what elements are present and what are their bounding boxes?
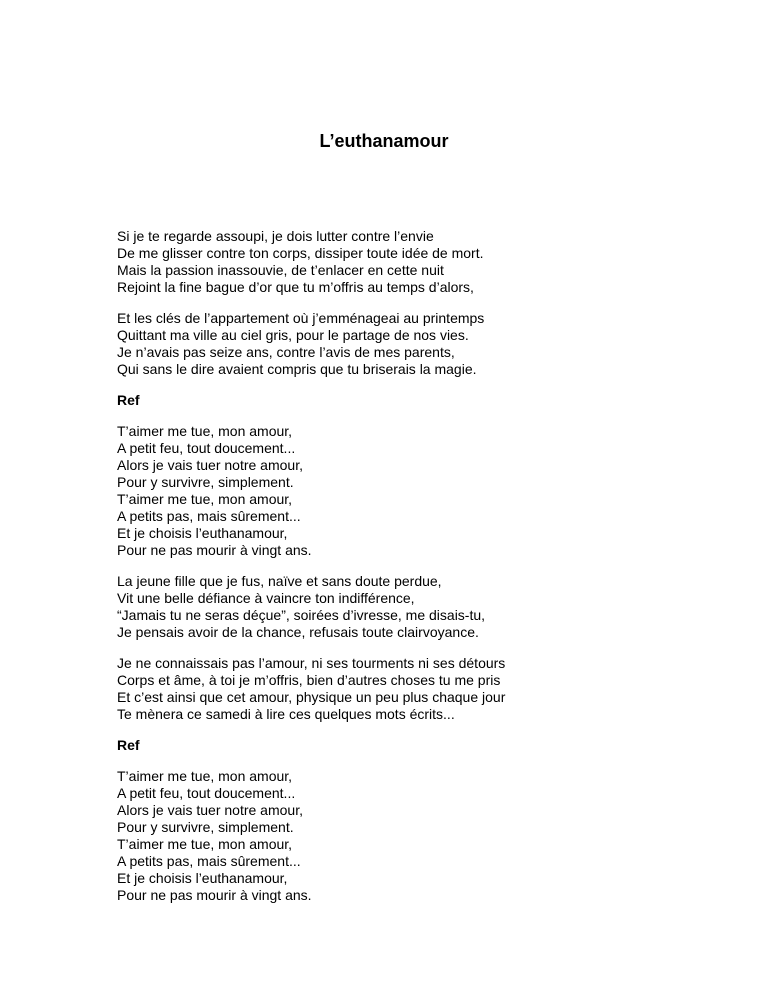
refrain-line: Pour ne pas mourir à vingt ans. [117, 887, 312, 903]
stanza-line: La jeune fille que je fus, naïve et sans doute perdue, [117, 573, 442, 589]
stanza-line: De me glisser contre ton corps, dissiper toute idée de mort. [117, 245, 484, 261]
refrain-heading: Ref [117, 392, 140, 408]
refrain-line: Pour ne pas mourir à vingt ans. [117, 542, 312, 558]
refrain-line: Pour y survivre, simplement. [117, 819, 294, 835]
refrain-line: A petits pas, mais sûrement... [117, 853, 301, 869]
stanza-line: Et c’est ainsi que cet amour, physique un peu plus chaque jour [117, 689, 506, 705]
stanza-line: “Jamais tu ne seras déçue”, soirées d’ivresse, me disais-tu, [117, 607, 486, 623]
refrain-1 [117, 423, 737, 559]
stanza-line: Et les clés de l’appartement où j’emménageai au printemps [117, 310, 485, 326]
refrain-line: T’aimer me tue, mon amour, [117, 491, 293, 507]
stanza-2 [117, 310, 737, 378]
refrain-line: T’aimer me tue, mon amour, [117, 836, 293, 852]
stanza-line: Je ne connaissais pas l’amour, ni ses tourments ni ses détours [117, 655, 506, 671]
stanza-line: Vit une belle défiance à vaincre ton indifférence, [117, 590, 415, 606]
refrain-line: Alors je vais tuer notre amour, [117, 457, 303, 473]
stanza-line: Quittant ma ville au ciel gris, pour le partage de nos vies. [117, 327, 469, 343]
refrain-line: A petits pas, mais sûrement... [117, 508, 301, 524]
refrain-line: A petit feu, tout doucement... [117, 785, 296, 801]
refrain-line: Et je choisis l’euthanamour, [117, 525, 288, 541]
refrain-2 [117, 768, 737, 904]
refrain-heading: Ref [117, 737, 140, 753]
document-title: L’euthanamour [319, 131, 449, 151]
stanza-1 [117, 228, 737, 296]
refrain-line: A petit feu, tout doucement... [117, 440, 296, 456]
stanza-line: Qui sans le dire avaient compris que tu briserais la magie. [117, 361, 477, 377]
refrain-line: Pour y survivre, simplement. [117, 474, 294, 490]
refrain-line: Alors je vais tuer notre amour, [117, 802, 303, 818]
refrain-line: Et je choisis l’euthanamour, [117, 870, 288, 886]
stanza-line: Mais la passion inassouvie, de t’enlacer en cette nuit [117, 262, 444, 278]
stanza-line: Te mènera ce samedi à lire ces quelques mots écrits... [117, 706, 455, 722]
refrain-line: T’aimer me tue, mon amour, [117, 768, 293, 784]
stanza-3 [117, 573, 737, 641]
poem-body [117, 228, 737, 904]
refrain-line: T’aimer me tue, mon amour, [117, 423, 293, 439]
stanza-line: Si je te regarde assoupi, je dois lutter contre l’envie [117, 228, 434, 244]
stanza-line: Je n’avais pas seize ans, contre l’avis de mes parents, [117, 344, 455, 360]
stanza-line: Rejoint la fine bague d’or que tu m’offris au temps d’alors, [117, 279, 474, 295]
stanza-4 [117, 655, 737, 723]
stanza-line: Je pensais avoir de la chance, refusais toute clairvoyance. [117, 624, 479, 640]
stanza-line: Corps et âme, à toi je m’offris, bien d’autres choses tu me pris [117, 672, 501, 688]
